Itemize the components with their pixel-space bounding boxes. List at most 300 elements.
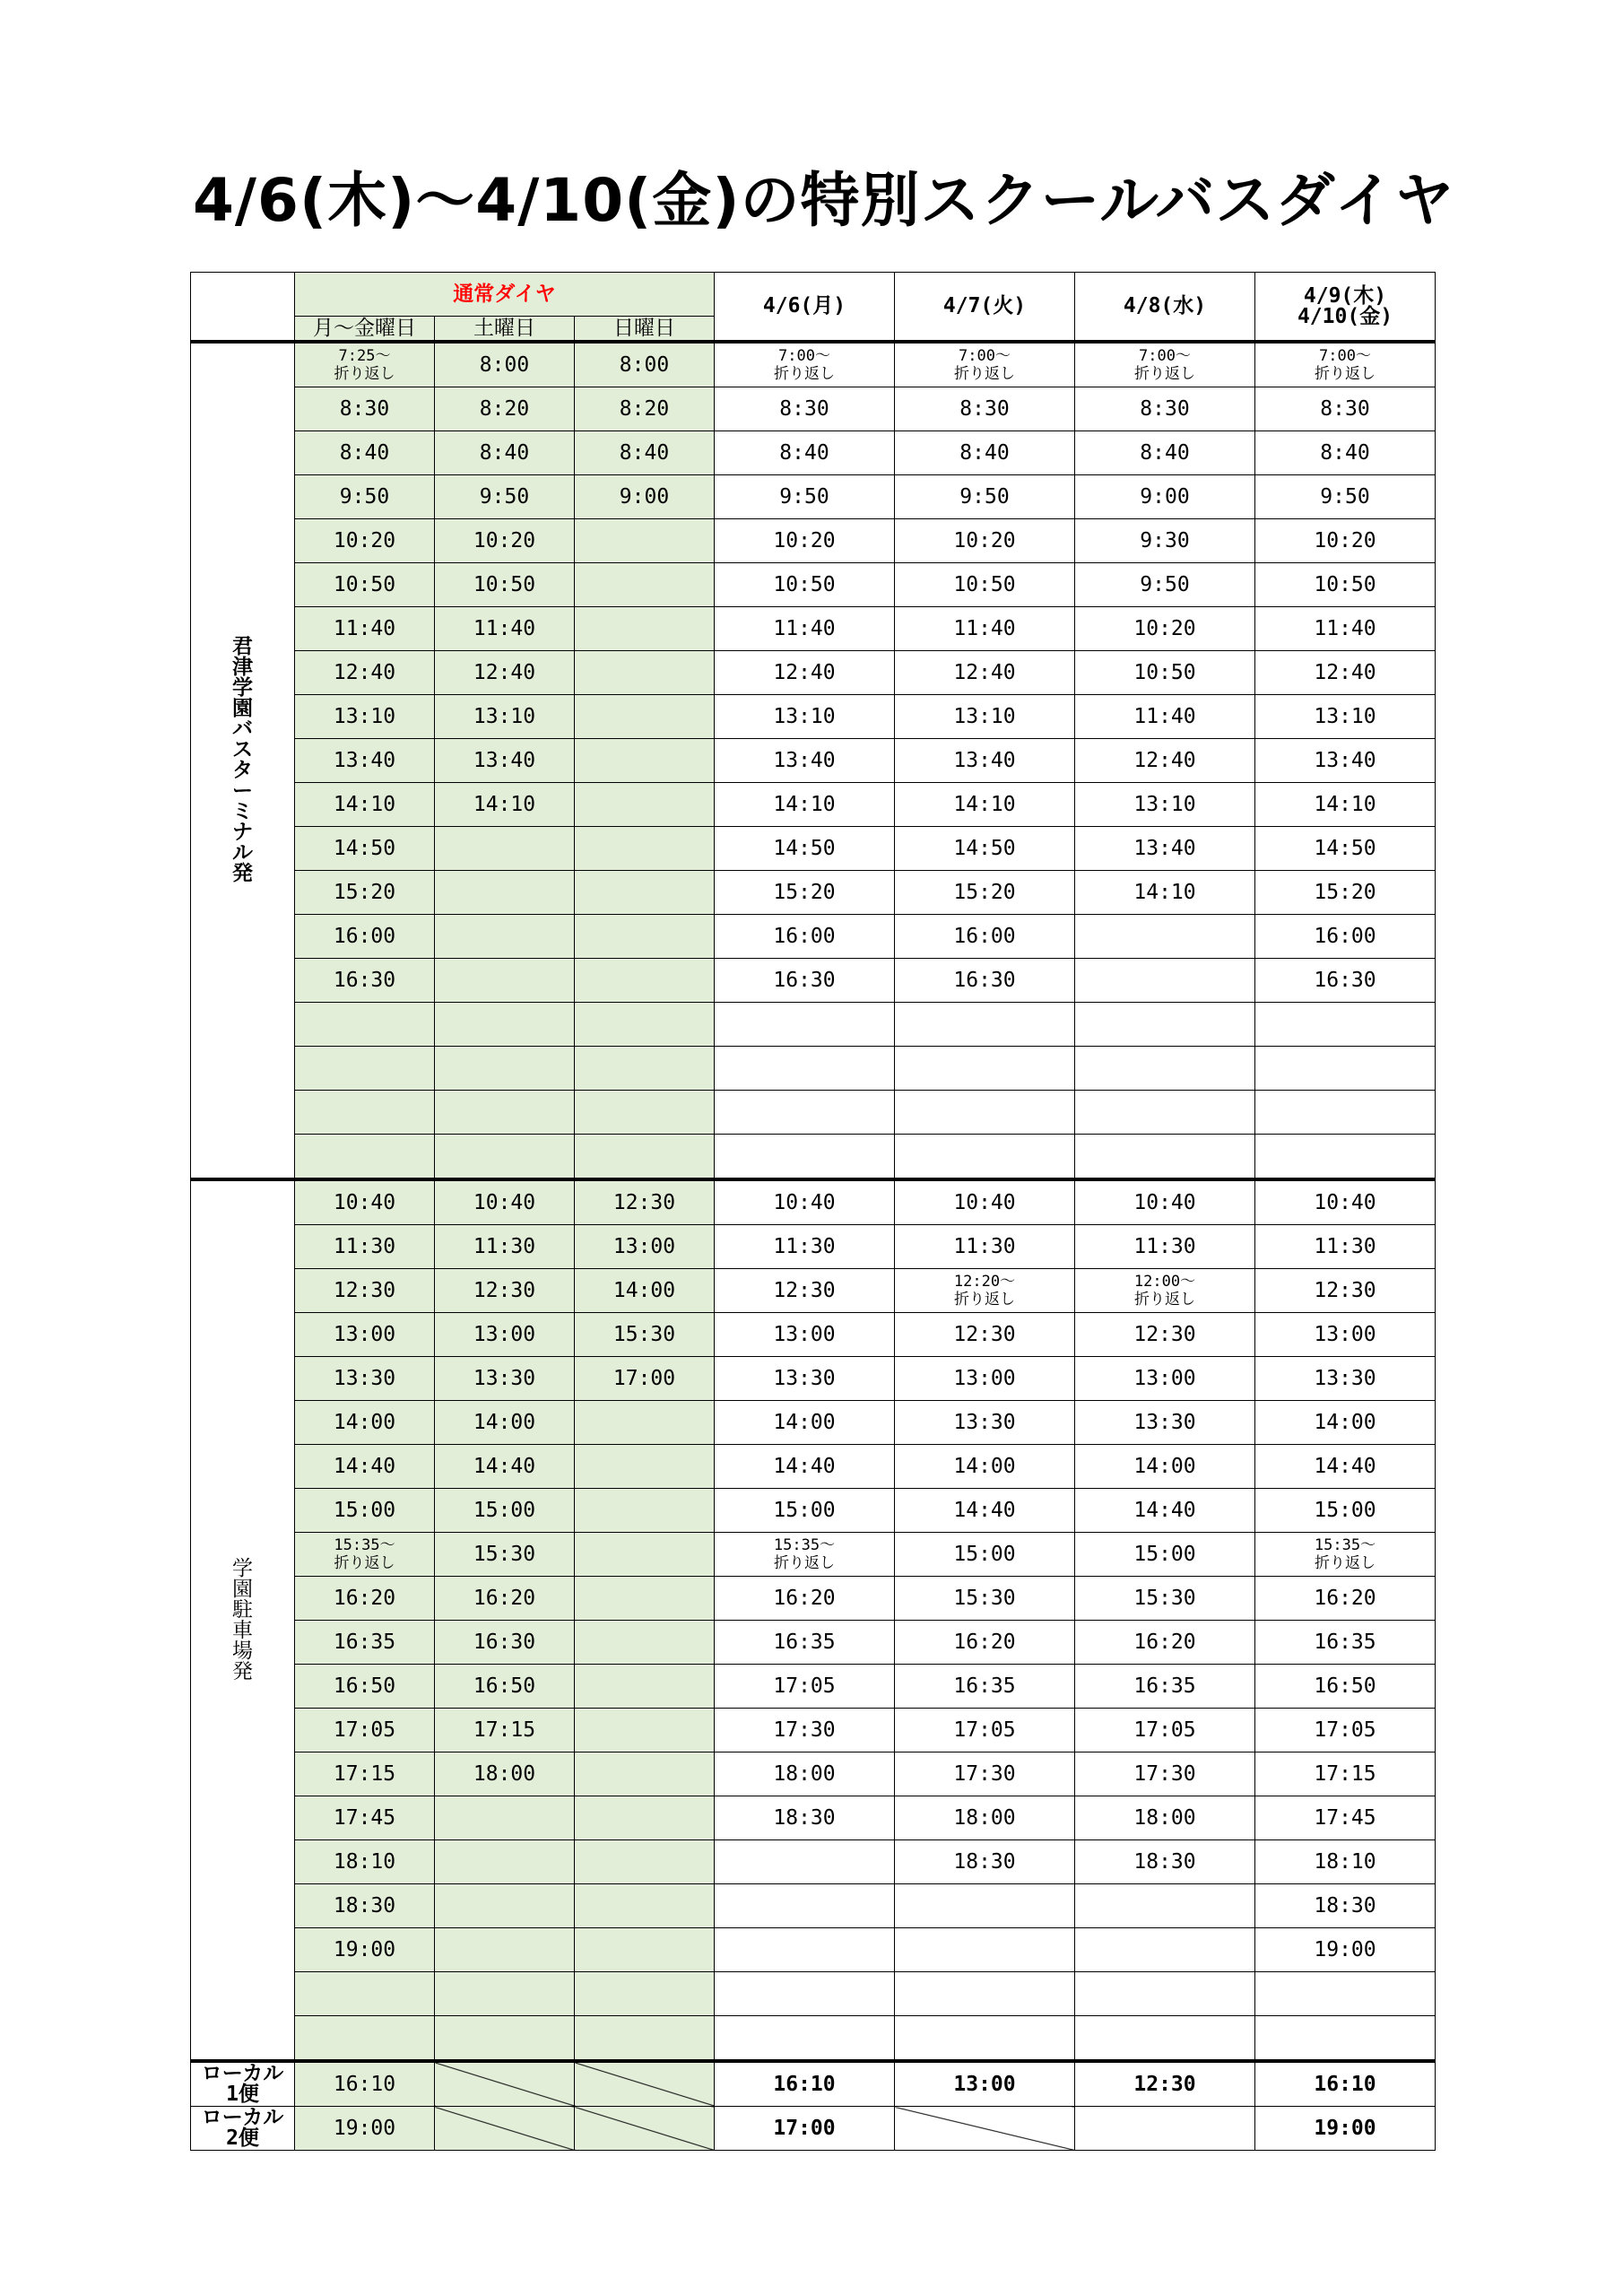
time-cell: 13:30 [295, 1357, 435, 1401]
time-cell: 8:40 [715, 431, 895, 475]
time-cell [435, 827, 575, 871]
time-cell: 13:10 [295, 695, 435, 739]
time-cell: 16:50 [435, 1665, 575, 1709]
table-row [191, 1047, 1436, 1091]
time-cell: 10:50 [895, 563, 1075, 607]
local-cell [435, 2107, 575, 2151]
time-cell: 13:40 [1075, 827, 1255, 871]
local-cell [575, 2061, 715, 2107]
time-cell: 15:30 [895, 1577, 1075, 1621]
time-cell: 10:50 [715, 563, 895, 607]
table-row [191, 1533, 1436, 1577]
time-cell: 17:15 [1255, 1752, 1436, 1796]
time-cell: 14:10 [435, 783, 575, 827]
table-row [191, 1972, 1436, 2016]
time-cell: 14:10 [895, 783, 1075, 827]
time-cell: 8:30 [715, 387, 895, 431]
time-cell [895, 1269, 1075, 1313]
time-cell: 16:50 [1255, 1665, 1436, 1709]
time-cell [1075, 1269, 1255, 1313]
time-cell [295, 2016, 435, 2062]
time-cell [1075, 959, 1255, 1003]
time-cell [1075, 1003, 1255, 1047]
time-cell: 8:40 [895, 431, 1075, 475]
table-row [191, 1577, 1436, 1621]
time-cell: 10:40 [715, 1179, 895, 1225]
time-cell [1255, 1003, 1436, 1047]
time-cell: 13:10 [1075, 783, 1255, 827]
time-cell [295, 342, 435, 387]
time-cell: 14:00 [295, 1401, 435, 1445]
time-cell [575, 1533, 715, 1577]
time-cell: 13:40 [1255, 739, 1436, 783]
time-cell: 18:00 [715, 1752, 895, 1796]
time-cell: 11:30 [895, 1225, 1075, 1269]
time-cell: 15:30 [1075, 1577, 1255, 1621]
time-cell: 9:00 [575, 475, 715, 519]
time-cell [575, 1047, 715, 1091]
time-cell: 18:00 [1075, 1796, 1255, 1840]
time-cell: 13:30 [435, 1357, 575, 1401]
table-row [191, 1665, 1436, 1709]
local-cell [435, 2061, 575, 2107]
time-cell: 16:30 [295, 959, 435, 1003]
time-cell [575, 519, 715, 563]
time-cell: 13:00 [575, 1225, 715, 1269]
time-cell [1255, 2016, 1436, 2062]
time-cell: 8:40 [1075, 431, 1255, 475]
time-cell [1075, 1047, 1255, 1091]
time-cell [295, 1972, 435, 2016]
time-cell: 13:00 [295, 1313, 435, 1357]
time-cell: 15:00 [895, 1533, 1075, 1577]
time-cell: 12:30 [1075, 1313, 1255, 1357]
table-row [191, 783, 1436, 827]
time-cell [575, 827, 715, 871]
time-cell: 14:00 [1255, 1401, 1436, 1445]
time-cell: 18:00 [895, 1796, 1075, 1840]
section1-label: 君 津 学 園 バ ス タ ー ミ ナ ル 発 [191, 342, 295, 1179]
time-cell: 13:00 [1255, 1313, 1436, 1357]
time-cell [715, 1135, 895, 1180]
time-cell: 13:30 [715, 1357, 895, 1401]
table-row [191, 1709, 1436, 1752]
time-cell: 8:40 [435, 431, 575, 475]
time-cell: 12:40 [1255, 651, 1436, 695]
time-cell: 14:50 [295, 827, 435, 871]
time-cell: 19:00 [1255, 1928, 1436, 1972]
time-cell: 13:40 [715, 739, 895, 783]
time-cell [435, 1135, 575, 1180]
local-row [191, 2061, 1436, 2107]
time-cell: 12:40 [435, 651, 575, 695]
time-cell: 14:10 [295, 783, 435, 827]
time-cell: 12:40 [895, 651, 1075, 695]
time-cell: 15:20 [1255, 871, 1436, 915]
time-cell [575, 651, 715, 695]
time-cell [575, 1003, 715, 1047]
time-cell: 16:30 [715, 959, 895, 1003]
time-cell: 17:05 [715, 1665, 895, 1709]
time-cell [295, 1533, 435, 1577]
time-cell: 9:50 [715, 475, 895, 519]
turnaround-text: 7:25〜 折り返し [334, 346, 395, 383]
table-row [191, 1357, 1436, 1401]
time-cell: 18:30 [1075, 1840, 1255, 1884]
turnaround-text: 7:00〜 折り返し [774, 346, 835, 383]
table-row [191, 1401, 1436, 1445]
time-cell [295, 1135, 435, 1180]
time-cell [1075, 1972, 1255, 2016]
time-cell [715, 1928, 895, 1972]
time-cell: 16:20 [895, 1621, 1075, 1665]
time-cell [1075, 1091, 1255, 1135]
time-cell: 8:30 [895, 387, 1075, 431]
time-cell [715, 1047, 895, 1091]
time-cell: 11:30 [1255, 1225, 1436, 1269]
time-cell [575, 739, 715, 783]
time-cell: 14:40 [435, 1445, 575, 1489]
turnaround-text: 12:20〜 折り返し [953, 1272, 1016, 1309]
time-cell: 18:10 [1255, 1840, 1436, 1884]
time-cell: 10:20 [1075, 607, 1255, 651]
turnaround-text: 7:00〜 折り返し [1315, 346, 1376, 383]
time-cell: 13:30 [895, 1401, 1075, 1445]
time-cell: 17:30 [1075, 1752, 1255, 1796]
time-cell [715, 1003, 895, 1047]
time-cell [1255, 1533, 1436, 1577]
time-cell [1255, 1091, 1436, 1135]
time-cell [575, 783, 715, 827]
time-cell: 18:30 [295, 1884, 435, 1928]
time-cell [1255, 1047, 1436, 1091]
local-cell [575, 2107, 715, 2151]
time-cell [575, 1135, 715, 1180]
time-cell: 8:30 [1075, 387, 1255, 431]
time-cell [1255, 342, 1436, 387]
time-cell: 14:00 [895, 1445, 1075, 1489]
time-cell: 15:20 [715, 871, 895, 915]
table-row [191, 695, 1436, 739]
time-cell [715, 1840, 895, 1884]
time-cell [435, 959, 575, 1003]
time-cell [895, 1928, 1075, 1972]
time-cell: 16:20 [435, 1577, 575, 1621]
time-cell [715, 1533, 895, 1577]
time-cell: 14:00 [575, 1269, 715, 1313]
time-cell: 9:50 [895, 475, 1075, 519]
table-row [191, 1179, 1436, 1225]
time-cell [895, 2016, 1075, 2062]
time-cell: 11:40 [1255, 607, 1436, 651]
time-cell: 10:40 [435, 1179, 575, 1225]
table-row [191, 387, 1436, 431]
time-cell: 18:30 [715, 1796, 895, 1840]
local-cell: 16:10 [1255, 2061, 1436, 2107]
time-cell [575, 1928, 715, 1972]
time-cell: 10:40 [1075, 1179, 1255, 1225]
table-row [191, 739, 1436, 783]
turnaround-text: 15:35〜 折り返し [334, 1535, 395, 1572]
time-cell [715, 1091, 895, 1135]
time-cell [575, 915, 715, 959]
turnaround-text: 15:35〜 折り返し [1314, 1535, 1376, 1572]
time-cell [295, 1047, 435, 1091]
time-cell: 14:40 [295, 1445, 435, 1489]
time-cell: 13:40 [295, 739, 435, 783]
time-cell: 15:30 [435, 1533, 575, 1577]
local-cell [895, 2107, 1075, 2151]
time-cell: 10:20 [895, 519, 1075, 563]
table-row [191, 1225, 1436, 1269]
time-cell [575, 1091, 715, 1135]
table-row [191, 1445, 1436, 1489]
time-cell: 10:50 [435, 563, 575, 607]
time-cell: 10:20 [295, 519, 435, 563]
time-cell [435, 871, 575, 915]
time-cell: 12:30 [435, 1269, 575, 1313]
time-cell: 17:05 [895, 1709, 1075, 1752]
table-row [191, 1135, 1436, 1180]
table-row [191, 475, 1436, 519]
time-cell: 17:05 [1255, 1709, 1436, 1752]
time-cell: 16:35 [1075, 1665, 1255, 1709]
time-cell: 14:40 [1255, 1445, 1436, 1489]
time-cell [895, 1884, 1075, 1928]
day-header: 4/7(火) [895, 273, 1075, 343]
time-cell: 15:00 [435, 1489, 575, 1533]
time-cell: 15:20 [295, 871, 435, 915]
time-cell: 13:10 [895, 695, 1075, 739]
time-cell: 10:40 [295, 1179, 435, 1225]
time-cell [575, 1752, 715, 1796]
local-cell: 17:00 [715, 2107, 895, 2151]
time-cell: 16:00 [715, 915, 895, 959]
time-cell [575, 1445, 715, 1489]
time-cell: 17:05 [1075, 1709, 1255, 1752]
time-cell: 9:30 [1075, 519, 1255, 563]
time-cell [715, 342, 895, 387]
time-cell: 12:30 [575, 1179, 715, 1225]
table-row [191, 1003, 1436, 1047]
time-cell: 17:30 [895, 1752, 1075, 1796]
time-cell [895, 342, 1075, 387]
time-cell: 8:30 [295, 387, 435, 431]
time-cell: 11:40 [435, 607, 575, 651]
time-cell: 13:40 [895, 739, 1075, 783]
time-cell: 9:00 [1075, 475, 1255, 519]
table-row [191, 1621, 1436, 1665]
time-cell [575, 2016, 715, 2062]
time-cell: 16:50 [295, 1665, 435, 1709]
time-cell: 11:30 [715, 1225, 895, 1269]
time-cell [435, 1840, 575, 1884]
time-cell: 8:00 [575, 342, 715, 387]
time-cell [1075, 1884, 1255, 1928]
time-cell: 18:30 [895, 1840, 1075, 1884]
time-cell: 13:30 [1255, 1357, 1436, 1401]
time-cell: 11:40 [1075, 695, 1255, 739]
time-cell [575, 871, 715, 915]
time-cell [575, 1665, 715, 1709]
time-cell: 8:20 [435, 387, 575, 431]
time-cell: 8:40 [295, 431, 435, 475]
day-header: 4/8(水) [1075, 273, 1255, 343]
time-cell: 16:35 [1255, 1621, 1436, 1665]
turnaround-text: 12:00〜 折り返し [1133, 1272, 1196, 1309]
time-cell: 14:50 [1255, 827, 1436, 871]
time-cell: 17:15 [435, 1709, 575, 1752]
time-cell: 11:40 [715, 607, 895, 651]
time-cell: 10:50 [295, 563, 435, 607]
time-cell [435, 1091, 575, 1135]
time-cell [435, 1884, 575, 1928]
local-label: ローカル 1便 [191, 2061, 295, 2107]
time-cell: 13:00 [435, 1313, 575, 1357]
time-cell: 10:20 [435, 519, 575, 563]
time-cell: 11:40 [295, 607, 435, 651]
time-cell: 16:00 [1255, 915, 1436, 959]
time-cell: 15:00 [1255, 1489, 1436, 1533]
time-cell: 17:15 [295, 1752, 435, 1796]
table-row [191, 607, 1436, 651]
time-cell: 11:30 [1075, 1225, 1255, 1269]
time-cell: 15:00 [295, 1489, 435, 1533]
time-cell: 14:10 [1075, 871, 1255, 915]
time-cell [295, 1091, 435, 1135]
local-cell: 19:00 [295, 2107, 435, 2151]
time-cell: 10:50 [1075, 651, 1255, 695]
time-cell: 12:30 [895, 1313, 1075, 1357]
time-cell [575, 1709, 715, 1752]
time-cell [895, 1003, 1075, 1047]
time-cell: 11:40 [895, 607, 1075, 651]
corner-cell [191, 273, 295, 343]
time-cell: 14:10 [1255, 783, 1436, 827]
time-cell [895, 1135, 1075, 1180]
time-cell: 17:30 [715, 1709, 895, 1752]
time-cell: 14:50 [715, 827, 895, 871]
time-cell: 17:45 [1255, 1796, 1436, 1840]
time-cell: 14:10 [715, 783, 895, 827]
time-cell: 13:10 [435, 695, 575, 739]
time-cell: 8:40 [575, 431, 715, 475]
time-cell: 16:20 [295, 1577, 435, 1621]
time-cell: 18:10 [295, 1840, 435, 1884]
table-row [191, 871, 1436, 915]
time-cell [435, 1928, 575, 1972]
table-row [191, 915, 1436, 959]
time-cell: 16:20 [1255, 1577, 1436, 1621]
local-cell [1075, 2107, 1255, 2151]
table-row [191, 431, 1436, 475]
table-row [191, 1313, 1436, 1357]
time-cell: 14:40 [715, 1445, 895, 1489]
time-cell [435, 1972, 575, 2016]
time-cell [435, 915, 575, 959]
table-row [191, 1269, 1436, 1313]
time-cell: 16:30 [1255, 959, 1436, 1003]
time-cell: 15:00 [715, 1489, 895, 1533]
time-cell [435, 1003, 575, 1047]
time-cell: 13:10 [1255, 695, 1436, 739]
local-cell: 12:30 [1075, 2061, 1255, 2107]
time-cell: 9:50 [1255, 475, 1436, 519]
time-cell: 17:00 [575, 1357, 715, 1401]
time-cell: 14:00 [1075, 1445, 1255, 1489]
time-cell: 16:00 [895, 915, 1075, 959]
time-cell: 10:40 [1255, 1179, 1436, 1225]
time-cell: 10:20 [715, 519, 895, 563]
time-cell [715, 2016, 895, 2062]
table-row [191, 827, 1436, 871]
time-cell: 13:00 [895, 1357, 1075, 1401]
time-cell [895, 1972, 1075, 2016]
time-cell: 16:30 [435, 1621, 575, 1665]
table-row [191, 2016, 1436, 2062]
time-cell [575, 607, 715, 651]
time-cell [575, 1401, 715, 1445]
time-cell: 12:30 [1255, 1269, 1436, 1313]
time-cell: 8:20 [575, 387, 715, 431]
time-cell [435, 1796, 575, 1840]
time-cell: 13:00 [1075, 1357, 1255, 1401]
time-cell: 8:30 [1255, 387, 1436, 431]
time-cell: 10:20 [1255, 519, 1436, 563]
time-cell [575, 1972, 715, 2016]
time-cell: 13:30 [1075, 1401, 1255, 1445]
time-cell: 8:00 [435, 342, 575, 387]
time-cell [895, 1047, 1075, 1091]
time-cell: 9:50 [435, 475, 575, 519]
time-cell: 13:40 [435, 739, 575, 783]
table-row [191, 1796, 1436, 1840]
time-cell: 12:40 [715, 651, 895, 695]
time-cell: 10:50 [1255, 563, 1436, 607]
time-cell: 16:30 [895, 959, 1075, 1003]
time-cell: 13:00 [715, 1313, 895, 1357]
time-cell [1075, 1135, 1255, 1180]
time-cell: 15:00 [1075, 1533, 1255, 1577]
local-cell: 19:00 [1255, 2107, 1436, 2151]
time-cell: 18:00 [435, 1752, 575, 1796]
table-row [191, 651, 1436, 695]
table-row [191, 1884, 1436, 1928]
time-cell: 14:00 [715, 1401, 895, 1445]
time-cell: 16:35 [895, 1665, 1075, 1709]
day-header: 4/6(月) [715, 273, 895, 343]
time-cell: 12:40 [295, 651, 435, 695]
time-cell: 12:40 [1075, 739, 1255, 783]
header-row [191, 273, 1436, 317]
table-row [191, 1091, 1436, 1135]
time-cell [575, 959, 715, 1003]
weekday-subheader: 土曜日 [435, 317, 575, 343]
table-row [191, 342, 1436, 387]
table-row [191, 1928, 1436, 1972]
time-cell: 15:20 [895, 871, 1075, 915]
time-cell: 9:50 [295, 475, 435, 519]
section2-label: 学 園 駐 車 場 発 [191, 1179, 295, 2061]
table-row [191, 519, 1436, 563]
time-cell: 11:30 [435, 1225, 575, 1269]
table-row [191, 563, 1436, 607]
table-row [191, 1752, 1436, 1796]
timetable [190, 272, 1436, 2151]
time-cell: 15:30 [575, 1313, 715, 1357]
time-cell: 17:45 [295, 1796, 435, 1840]
time-cell [295, 1003, 435, 1047]
